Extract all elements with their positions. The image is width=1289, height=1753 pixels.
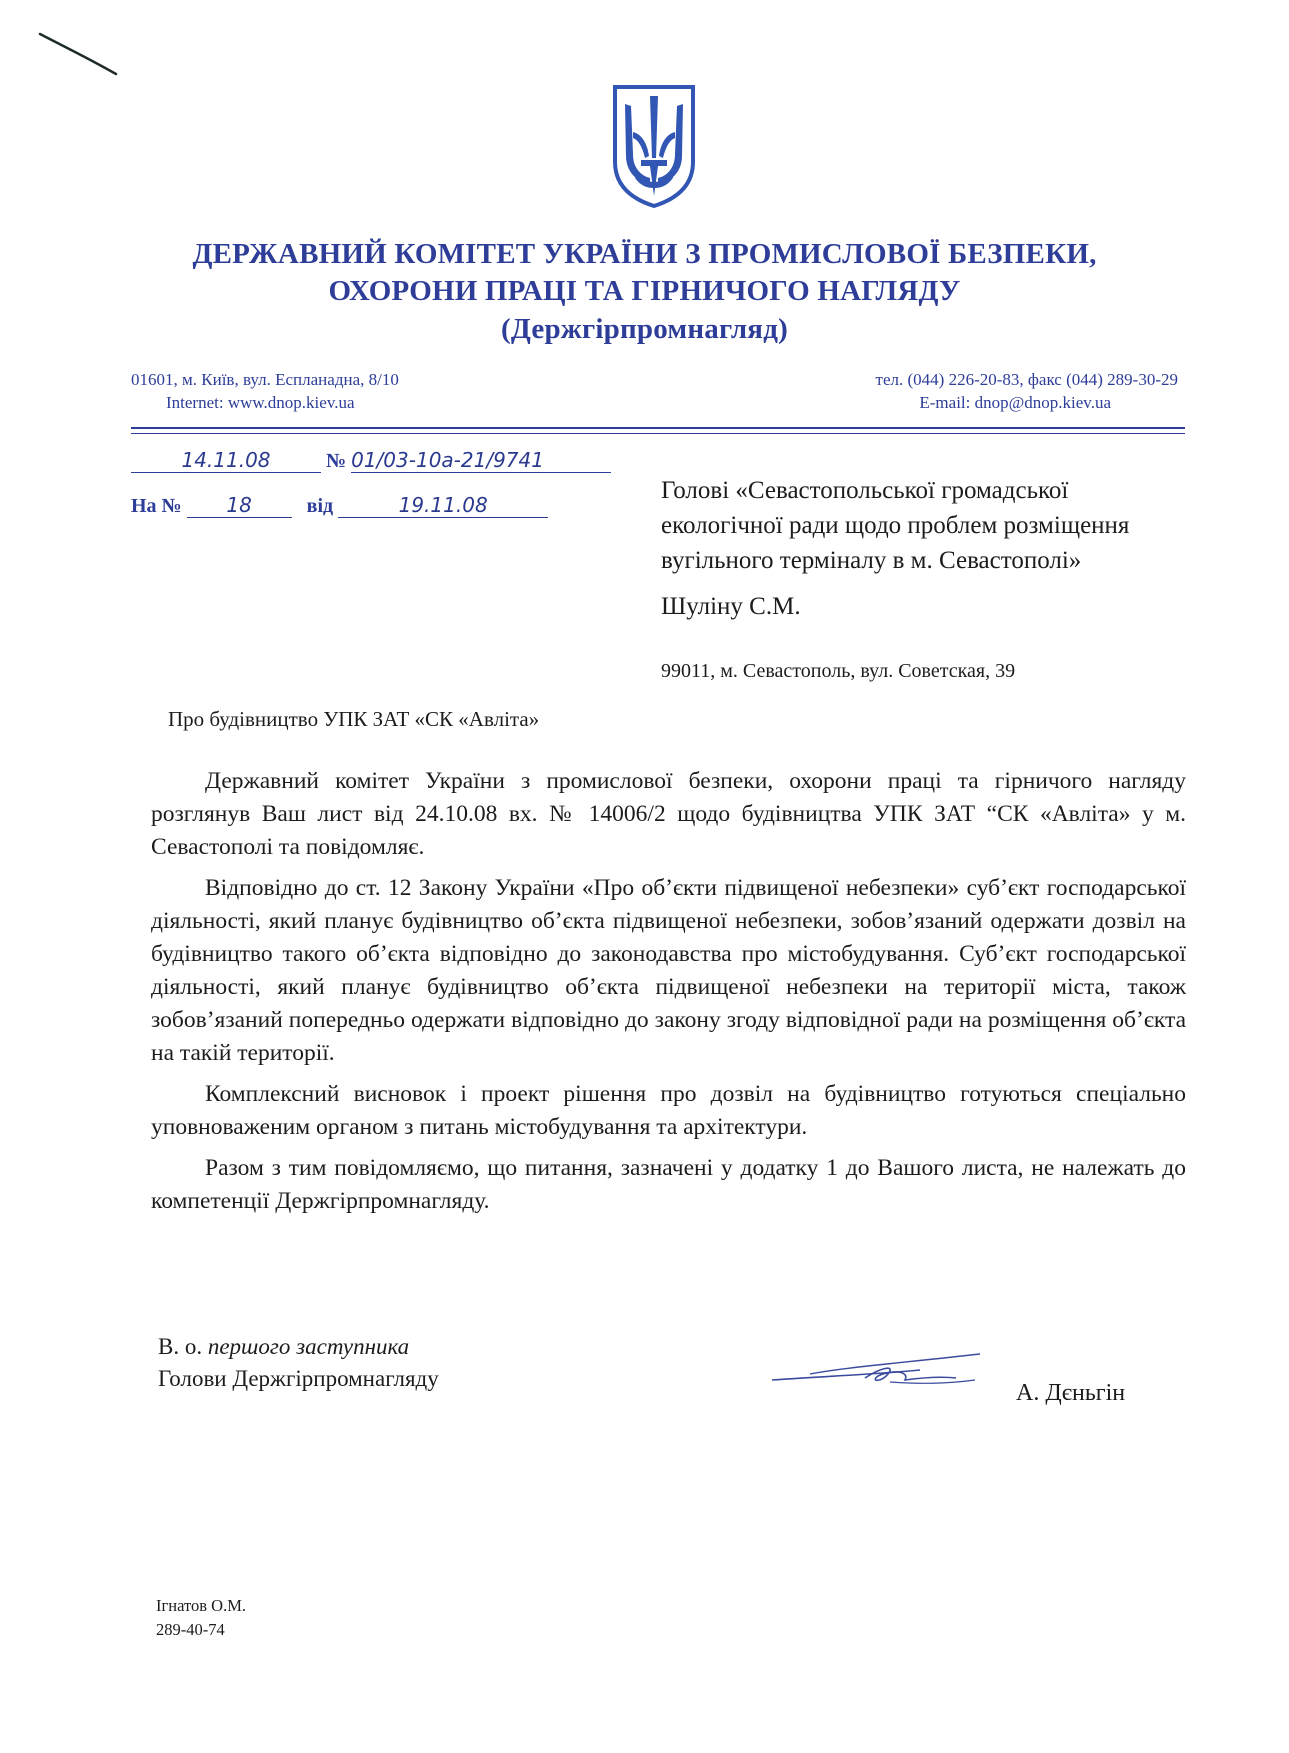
- number-label: №: [326, 450, 347, 472]
- trident-icon: [611, 84, 697, 208]
- executor-name: Ігнатов О.М.: [156, 1596, 246, 1615]
- executor-block: [156, 1594, 246, 1642]
- recipient-address: 99011, м. Севастополь, вул. Советская, 39: [661, 660, 1016, 682]
- addressee-line: вугільного терміналу в м. Севастополі»: [661, 547, 1082, 574]
- incoming-number: 18: [187, 493, 292, 518]
- body-paragraph: Комплексний висновок і проект рішення про дозвіл на будівництво готуються спеціально уповноваженим органом з питань містобудування та архітектури.: [151, 1081, 1186, 1140]
- outgoing-registration: [131, 448, 611, 473]
- handwritten-signature: [770, 1340, 990, 1400]
- letterhead-website: Internet: www.dnop.kiev.ua: [166, 393, 355, 412]
- signatory-title-line1: [158, 1331, 439, 1363]
- addressee-block: [661, 473, 1221, 578]
- signatory-title-line2: Голови Держгірпромнагляду: [158, 1366, 439, 1391]
- signatory-name: А. Дєньгін: [1016, 1380, 1126, 1406]
- signatory-acting-prefix: В. о.: [158, 1334, 203, 1359]
- executor-phone: 289-40-74: [156, 1620, 225, 1639]
- signatory-title: [158, 1331, 439, 1395]
- incoming-registration: [131, 493, 548, 518]
- letterhead-address: 01601, м. Київ, вул. Еспланадна, 8/10: [131, 370, 399, 389]
- letterhead-title-line2: ОХОРОНИ ПРАЦІ ТА ГІРНИЧОГО НАГЛЯДУ: [328, 275, 961, 307]
- outgoing-number: 01/03-10а-21/9741: [351, 448, 611, 473]
- outgoing-date: 14.11.08: [131, 448, 321, 473]
- letter-body: [151, 765, 1186, 1226]
- letterhead-divider: [131, 427, 1185, 429]
- signatory-position: першого заступника: [207, 1334, 410, 1359]
- addressee-line: Голові «Севастопольської громадської: [661, 477, 1069, 504]
- from-label: від: [306, 495, 334, 517]
- body-paragraph: Відповідно до ст. 12 Закону України «Про об’єкти підвищеної небезпеки» суб’єкт господарської діяльності, який планує будівництво об’єкта підвищеної небезпеки, зобов’язаний одержати дозвіл на будівництво такого об’єкта відповідно до законодавства про містобудування. Суб’єкт господарської діяльності, який планує будівництво об’єкта підвищеної небезпеки на території міста, також зобов’язаний попередньо одержати відповідно до закону згоду відповідної ради на розміщення об’єкта на такій території.: [151, 875, 1186, 1066]
- letterhead-divider-thin: [131, 433, 1185, 434]
- incoming-number-label: На №: [131, 495, 182, 517]
- recipient-name: Шуліну С.М.: [661, 593, 801, 620]
- letterhead-title-line1: ДЕРЖАВНИЙ КОМІТЕТ УКРАЇНИ З ПРОМИСЛОВОЇ БЕЗПЕКИ,: [192, 238, 1097, 270]
- letterhead-phone-fax: тел. (044) 226-20-83, факс (044) 289-30-29: [875, 370, 1178, 389]
- addressee-line: екологічної ради щодо проблем розміщення: [661, 512, 1130, 539]
- stray-pen-mark: [38, 32, 118, 76]
- body-paragraph: Разом з тим повідомляємо, що питання, зазначені у додатку 1 до Вашого листа, не належать до компетенції Держгірпромнагляду.: [151, 1155, 1186, 1214]
- letter-subject: Про будівництво УПК ЗАТ «СК «Авліта»: [168, 707, 540, 731]
- letterhead-email: E-mail: dnop@dnop.kiev.ua: [919, 393, 1111, 412]
- letterhead-title-short: (Держгірпромнагляд): [501, 313, 788, 345]
- incoming-date: 19.11.08: [338, 493, 548, 518]
- body-paragraph: Державний комітет України з промислової безпеки, охорони праці та гірничого нагляду розглянув Ваш лист від 24.10.08 вх. № 14006/2 щодо будівництва УПК ЗАТ “СК «Авліта» у м. Севастополі та повідомляє.: [151, 768, 1186, 860]
